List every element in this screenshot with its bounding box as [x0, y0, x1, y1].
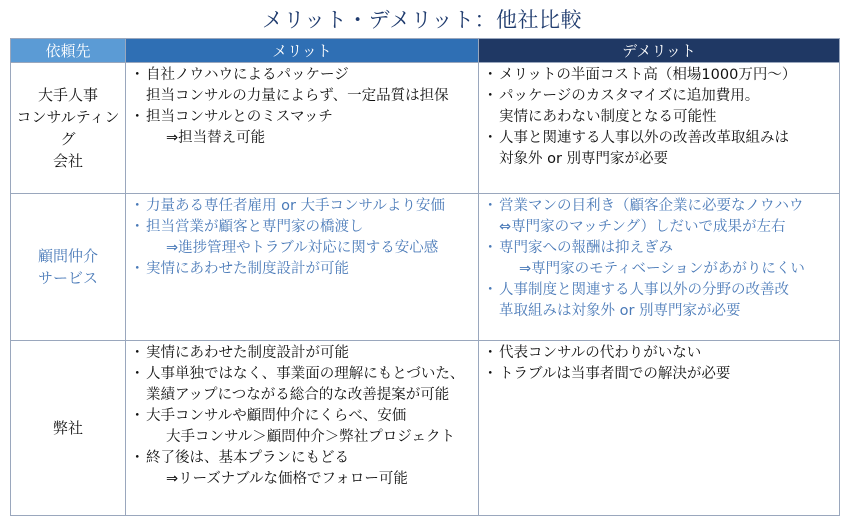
list-item: ・ メリットの半面コスト高（相場1000万円～） [483, 65, 835, 86]
list-item: ・ 大手コンサルや顧問仲介にくらべ、安価 大手コンサル＞顧問仲介＞弊社プロジェクト [130, 406, 474, 448]
list-item: ・ 自社ノウハウによるパッケージ 担当コンサルの力量によらず、一定品質は担保 [130, 65, 474, 107]
demerit-list [483, 196, 835, 322]
client-label: 顧問仲介 サービス [37, 246, 98, 287]
demerit-list [483, 343, 835, 385]
client-cell [11, 341, 126, 516]
merit-cell [126, 63, 479, 194]
list-item: ・ 終了後は、基本プランにもどる ⇒リーズナブルな価格でフォロー可能 [130, 448, 474, 490]
table-header-row [11, 39, 840, 63]
list-item: ・ 担当コンサルとのミスマッチ ⇒担当替え可能 [130, 107, 474, 149]
list-item: ・ 実情にあわせた制度設計が可能 [130, 343, 474, 364]
client-cell [11, 194, 126, 341]
list-item: ・ 専門家への報酬は抑えぎみ ⇒専門家のモティベーションがあがりにくい [483, 238, 835, 280]
demerit-cell [479, 63, 840, 194]
client-cell [11, 63, 126, 194]
list-item: ・ 代表コンサルの代わりがいない [483, 343, 835, 364]
merit-list [130, 343, 474, 490]
demerit-cell [479, 341, 840, 516]
client-label: 弊社 [52, 418, 83, 437]
merit-list [130, 65, 474, 149]
demerit-list [483, 65, 835, 170]
table-row [11, 341, 840, 516]
list-item: ・ 営業マンの目利き（顧客企業に必要なノウハウ ⇔専門家のマッチング）しだいで成果が左右 [483, 196, 835, 238]
header-demerit: デメリット [479, 39, 840, 63]
list-item: ・ 担当営業が顧客と専門家の橋渡し ⇒進捗管理やトラブル対応に関する安心感 [130, 217, 474, 259]
demerit-cell [479, 194, 840, 341]
header-client: 依頼先 [11, 39, 126, 63]
list-item: ・ 人事制度と関連する人事以外の分野の改善改 革取組みは対象外 or 別専門家が必要 [483, 280, 835, 322]
client-label: 大手人事 コンサルティング 会社 [16, 85, 120, 170]
comparison-table [10, 38, 840, 516]
merit-cell [126, 341, 479, 516]
table-row [11, 63, 840, 194]
list-item: ・ 力量ある専任者雇用 or 大手コンサルより安価 [130, 196, 474, 217]
list-item: ・ トラブルは当事者間での解決が必要 [483, 364, 835, 385]
table-row [11, 194, 840, 341]
list-item: ・ パッケージのカスタマイズに追加費用。 実情にあわない制度となる可能性 [483, 86, 835, 128]
page-title: メリット・デメリット：他社比較 [262, 8, 582, 32]
merit-cell [126, 194, 479, 341]
merit-list [130, 196, 474, 280]
list-item: ・ 実情にあわせた制度設計が可能 [130, 259, 474, 280]
list-item: ・ 人事単独ではなく、事業面の理解にもとづいた、 業績アップにつながる総合的な改善提案が可能 [130, 364, 474, 406]
header-merit: メリット [126, 39, 479, 63]
list-item: ・ 人事と関連する人事以外の改善改革取組みは 対象外 or 別専門家が必要 [483, 128, 835, 170]
